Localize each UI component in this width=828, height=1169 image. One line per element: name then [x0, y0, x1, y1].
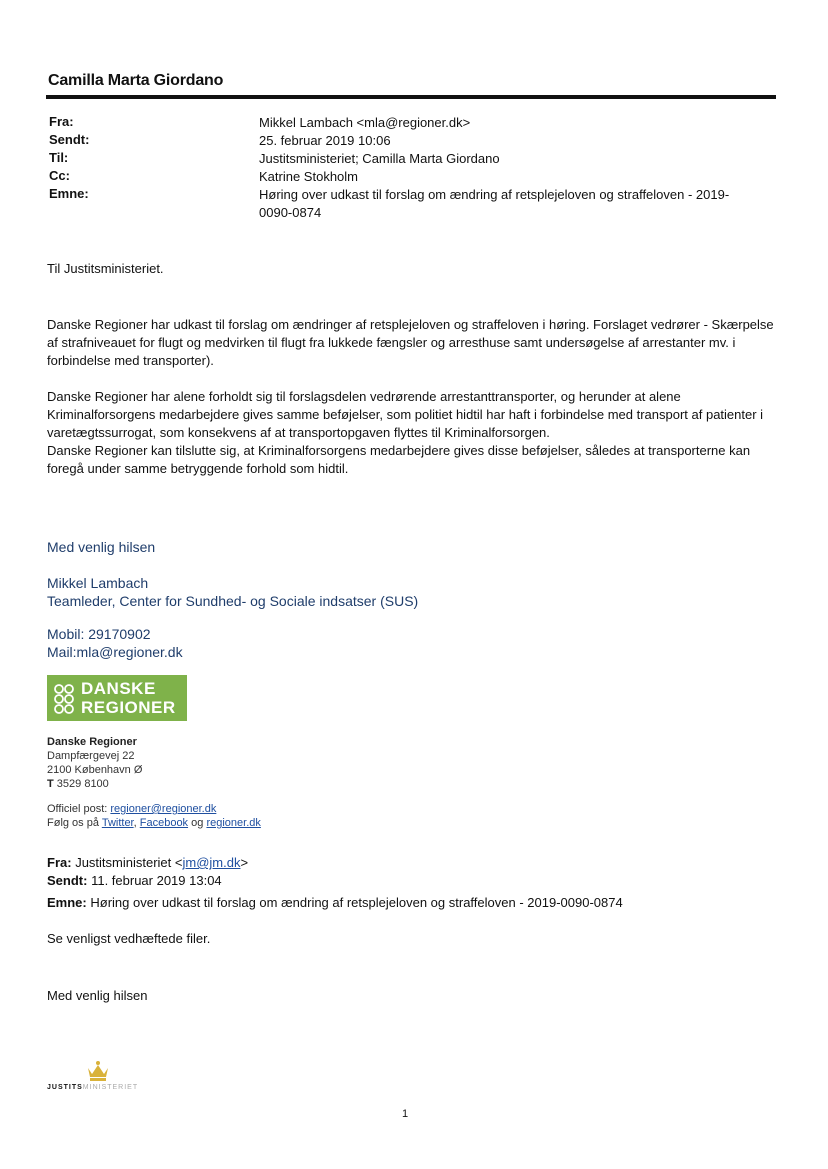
ministry-logo-light: MINISTERIET [82, 1084, 139, 1091]
signature-title: Teamleder, Center for Sundhed- og Sociale indsatser (SUS) [47, 593, 419, 609]
to-label: Til: [49, 150, 69, 165]
org-address-2: 2100 København Ø [47, 764, 143, 776]
signature-mobile: Mobil: 29170902 [47, 626, 151, 642]
greeting: Til Justitsministeriet. [47, 261, 164, 276]
official-post-label: Officiel post: [47, 803, 108, 815]
org-phone: 3529 8100 [56, 778, 109, 790]
header-rule [46, 95, 776, 99]
forwarded-subject-label: Emne: [47, 895, 87, 910]
danske-regioner-logo [47, 675, 187, 721]
signature-mail: Mail:mla@regioner.dk [47, 644, 183, 660]
forwarded-subject [47, 894, 623, 912]
crown-icon [86, 1060, 110, 1082]
forwarded-from [47, 854, 248, 872]
forwarded-body: Se venligst vedhæftede filer. [47, 931, 211, 946]
paragraph-2: Danske Regioner har alene forholdt sig til forslagsdelen vedrørende arrestanttransporter, og herunder at alene Kriminalforsorgens medarbejdere gives samme beføjelser, som politiet hidtil har haft i forbindelse med transport af patienter i varetægtssurrogat, som konsekvens af at transportopgaven flyttes til Kriminalforsorgen. [47, 389, 764, 440]
official-email-link[interactable]: regioner@regioner.dk [110, 803, 217, 815]
cc-label: Cc: [49, 168, 70, 183]
forwarded-sent-value: 11. februar 2019 13:04 [91, 873, 222, 888]
twitter-link[interactable]: Twitter [101, 817, 134, 829]
org-address-1: Dampfærgevej 22 [47, 750, 135, 762]
sent-value: 25. februar 2019 10:06 [259, 133, 391, 148]
to-value: Justitsministeriet; Camilla Marta Giordano [259, 151, 500, 166]
org-name: Danske Regioner [47, 736, 137, 748]
follow-label: Følg os på [47, 817, 99, 829]
document-owner: Camilla Marta Giordano [48, 72, 224, 89]
logo-line-2: REGIONER [81, 698, 176, 717]
phone-prefix: T [47, 778, 54, 790]
subject-label: Emne: [49, 186, 89, 201]
org-contact: Officiel post: regioner@regioner.dk Følg os på Twitter, Facebook og regioner.dk [47, 803, 261, 829]
ministry-logo-text [47, 1084, 138, 1091]
og-text: og [191, 817, 204, 829]
signature-closing: Med venlig hilsen [47, 539, 156, 555]
page-number: 1 [402, 1108, 409, 1120]
subject-value: Høring over udkast til forslag om ændring af retsplejeloven og straffeloven - 2019-0090-0874 [259, 187, 730, 220]
forwarded-from-end: > [240, 855, 249, 870]
from-label: Fra: [49, 114, 74, 129]
logo-line-1: DANSKE [81, 679, 156, 698]
paragraph-1: Danske Regioner har udkast til forslag om ændringer af retsplejeloven og straffeloven i høring. Forslaget vedrører - Skærpelse af strafniveauet for flugt og medvirken til flugt fra lukkede fængsler og arresthuse samt undersøgelse af arrestanter mv. i forbindelse med transporter). [47, 317, 774, 368]
paragraph-3: Danske Regioner kan tilslutte sig, at Kriminalforsorgens medarbejdere gives disse beføjelser, således at transporterne kan foregå under samme betryggende forhold som hidtil. [47, 443, 751, 476]
forwarded-from-name: Justitsministeriet < [75, 855, 183, 870]
facebook-link[interactable]: Facebook [139, 817, 189, 829]
signature-name: Mikkel Lambach [47, 575, 149, 591]
website-link[interactable]: regioner.dk [206, 817, 261, 829]
from-value: Mikkel Lambach <mla@regioner.dk> [259, 115, 471, 130]
forwarded-subject-value: Høring over udkast til forslag om ændring af retsplejeloven og straffeloven - 2019-0090-0874 [90, 895, 623, 910]
forwarded-closing: Med venlig hilsen [47, 988, 148, 1003]
forwarded-from-label: Fra: [47, 855, 72, 870]
sent-label: Sendt: [49, 132, 90, 147]
forwarded-sent-label: Sendt: [47, 873, 88, 888]
forwarded-sent [47, 872, 222, 890]
forwarded-from-email[interactable]: jm@jm.dk [182, 855, 241, 870]
org-block [47, 735, 142, 791]
regions-circles-icon [53, 682, 75, 716]
ministry-logo-bold: JUSTITS [47, 1084, 83, 1091]
cc-value: Katrine Stokholm [259, 169, 358, 184]
